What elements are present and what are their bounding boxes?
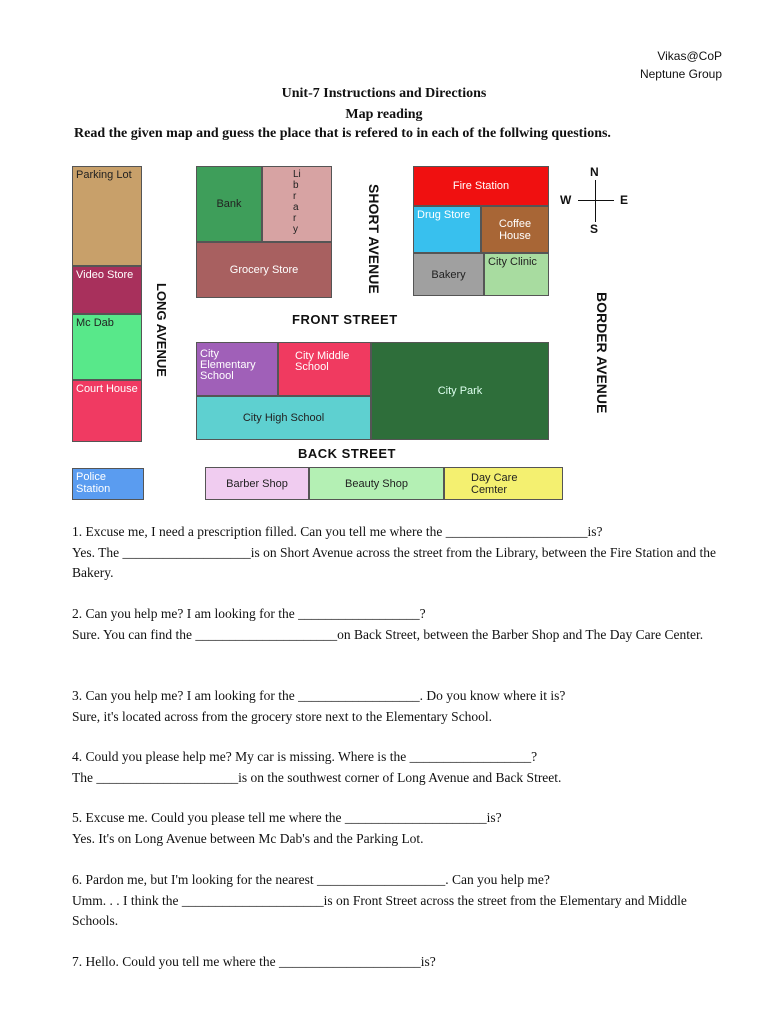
police-station-label: Police Station <box>76 471 111 495</box>
map-mc-dab <box>72 314 142 380</box>
answer-blank[interactable]: __________________ <box>298 688 420 703</box>
answer-text: Sure, it's located across from the grocery store next to the Elementary School. <box>72 708 493 724</box>
question-text: is? <box>587 524 603 539</box>
answer-blank[interactable]: _____________________ <box>445 524 588 539</box>
day-care-center-label: Day Care Cemter <box>471 472 518 496</box>
answer-text: Umm. . . I think the <box>72 892 182 908</box>
answer-text: is on the southwest corner of Long Avenue and Back Street. <box>238 769 562 785</box>
city-high-school-label: City High School <box>242 412 325 424</box>
answer-text: The <box>72 769 97 785</box>
map-city-park <box>371 342 549 440</box>
city-middle-school-label: City Middle School <box>295 350 350 373</box>
map-barber-shop <box>205 467 309 500</box>
fire-station-label: Fire Station <box>452 180 510 192</box>
question-6 <box>72 870 732 932</box>
barber-shop-label: Barber Shop <box>226 477 288 490</box>
map-bakery <box>413 253 484 296</box>
answer-blank[interactable]: _____________________ <box>181 892 324 908</box>
question-text: ? <box>419 606 426 621</box>
question-text: 3. Can you help me? I am looking for the <box>72 688 299 703</box>
header-right <box>640 47 722 83</box>
question-text: 5. Excuse me. Could you please tell me where the <box>72 810 345 825</box>
answer-blank[interactable]: __________________ <box>298 606 420 621</box>
street-border-avenue: BORDER AVENUE <box>594 292 610 414</box>
answer-text: is on Front Street across the street from the Elementary and Middle Schools. <box>72 892 687 928</box>
map-bank <box>196 166 262 242</box>
map-city-middle-school <box>278 342 371 396</box>
question-text: 4. Could you please help me? My car is missing. Where is the <box>72 749 410 764</box>
city-clinic-label: City Clinic <box>488 256 537 268</box>
question-2 <box>72 604 732 645</box>
compass-north: N <box>590 165 599 179</box>
question-text: 2. Can you help me? I am looking for the <box>72 606 299 621</box>
instruction-text: Read the given map and guess the place that is refered to in each of the follwing questions. <box>74 126 611 141</box>
street-long-avenue: LONG AVENUE <box>154 283 169 377</box>
compass-ew-line <box>578 200 614 201</box>
compass-west: W <box>560 193 572 207</box>
map-police-station <box>72 468 144 500</box>
answer-text: Yes. The <box>72 544 123 560</box>
page-subtitle: Map reading <box>345 107 423 122</box>
question-text: is? <box>486 810 502 825</box>
answer-text: Yes. It's on Long Avenue between Mc Dab's and the Parking Lot. <box>72 830 424 846</box>
page-title: Unit-7 Instructions and Directions <box>281 86 487 101</box>
map-fire-station <box>413 166 549 206</box>
map-video-store <box>72 266 142 314</box>
map-parking-lot <box>72 166 142 266</box>
city-elementary-school-label: City Elementary School <box>200 348 256 382</box>
question-3 <box>72 686 732 727</box>
mc-dab-label: Mc Dab <box>76 317 114 329</box>
compass-ns-line <box>595 180 596 222</box>
street-short-avenue: SHORT AVENUE <box>366 184 382 294</box>
question-text: ? <box>531 749 538 764</box>
video-store-label: Video Store <box>76 269 134 281</box>
question-text: is? <box>420 954 436 969</box>
question-text: 7. Hello. Could you tell me where the <box>72 954 279 969</box>
street-front-street: FRONT STREET <box>292 312 398 327</box>
coffee-house-label: Coffee House <box>498 217 532 242</box>
drug-store-label: Drug Store <box>417 209 471 221</box>
question-4 <box>72 747 732 788</box>
bakery-label: Bakery <box>431 268 466 281</box>
answer-text: on Back Street, between the Barber Shop and The Day Care Center. <box>337 626 704 642</box>
map-city-elementary-school <box>196 342 278 396</box>
map-drug-store <box>413 206 481 253</box>
answer-blank[interactable]: _____________________ <box>96 769 239 785</box>
question-1 <box>72 522 732 584</box>
map-day-care-center <box>444 467 563 500</box>
answer-text: Sure. You can find the <box>72 626 196 642</box>
court-house-label: Court House <box>76 383 138 395</box>
question-7 <box>72 952 732 973</box>
bank-label: Bank <box>216 198 242 210</box>
compass-south: S <box>590 222 599 236</box>
library-label: Library <box>293 169 301 235</box>
question-text: . Do you know where it is? <box>419 688 566 703</box>
parking-lot-label: Parking Lot <box>76 169 132 181</box>
compass-east: E <box>620 193 629 207</box>
answer-blank[interactable]: ___________________ <box>122 544 251 560</box>
map-city-high-school <box>196 396 371 440</box>
map-library <box>262 166 332 242</box>
question-text: 1. Excuse me, I need a prescription filled. Can you tell me where the <box>72 524 446 539</box>
answer-blank[interactable]: _____________________ <box>278 954 421 969</box>
question-5 <box>72 808 732 849</box>
question-text: 6. Pardon me, but I'm looking for the nearest <box>72 872 318 887</box>
street-back-street: BACK STREET <box>298 446 396 461</box>
author-label: Vikas@CoP <box>657 49 722 63</box>
beauty-shop-label: Beauty Shop <box>345 477 408 490</box>
answer-blank[interactable]: __________________ <box>409 749 532 764</box>
grocery-store-label: Grocery Store <box>229 264 299 276</box>
group-label: Neptune Group <box>639 67 722 81</box>
answer-blank[interactable]: _____________________ <box>195 626 338 642</box>
city-park-label: City Park <box>437 385 483 397</box>
map-city-clinic <box>484 253 549 296</box>
answer-blank[interactable]: ___________________ <box>317 872 446 887</box>
map-court-house <box>72 380 142 442</box>
answer-blank[interactable]: _____________________ <box>344 810 487 825</box>
question-text: . Can you help me? <box>445 872 550 887</box>
map-beauty-shop <box>309 467 444 500</box>
map-coffee-house <box>481 206 549 253</box>
map-grocery-store <box>196 242 332 298</box>
answer-text: is on Short Avenue across the street from the Library, between the Fire Station and the Bakery. <box>72 544 717 580</box>
